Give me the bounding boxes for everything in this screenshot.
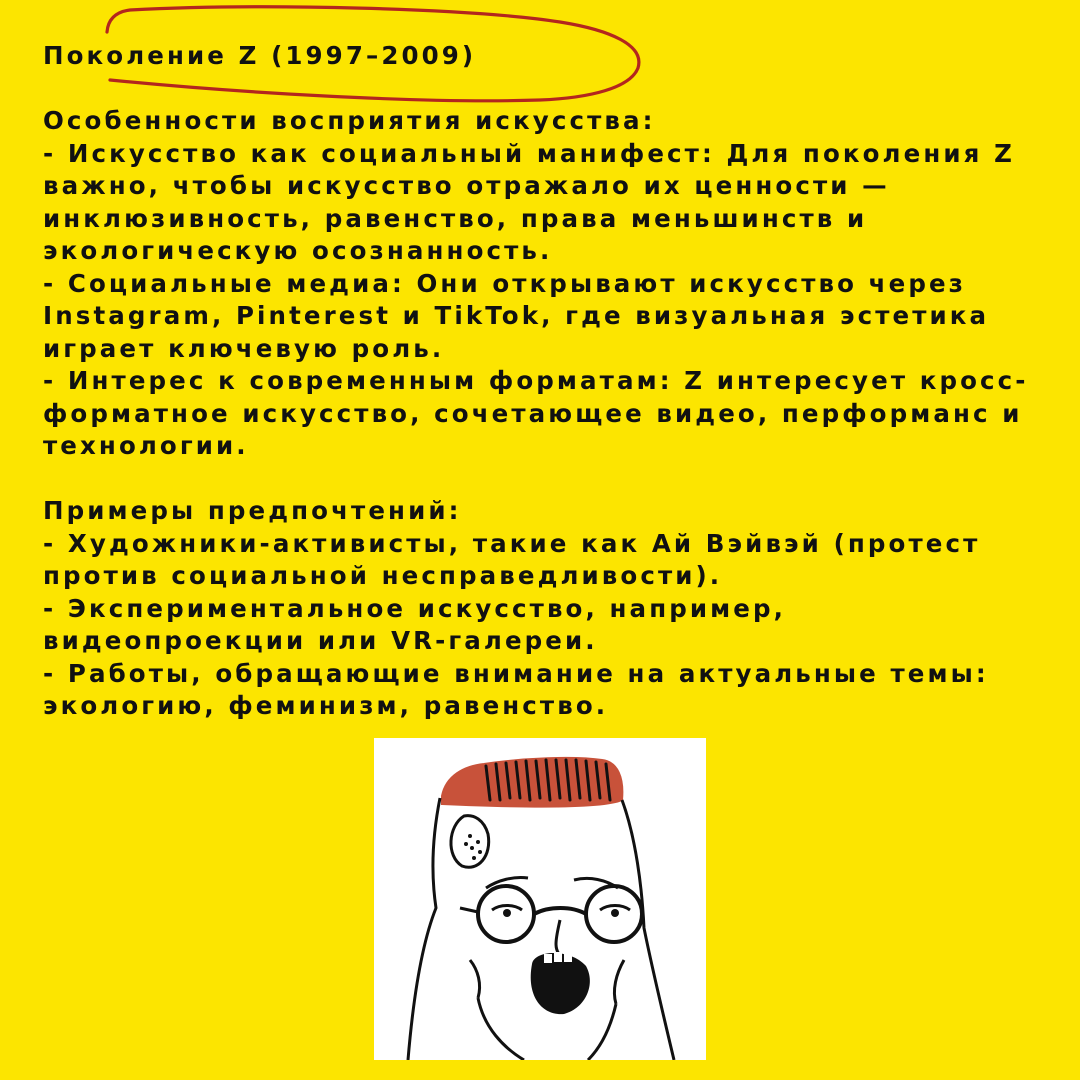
text-line: - Художники-активисты, такие как Ай Вэйвэй (протест (43, 528, 981, 558)
text-line: - Искусство как социальный манифест: Для поколения Z (43, 138, 1015, 168)
text-line: технологии. (43, 431, 249, 460)
page-title: Поколение Z (1997–2009) (43, 41, 477, 70)
text-line: - Интерес к современным форматам: Z интересует кросс- (43, 366, 1029, 395)
text-line: Instagram, Pinterest и TikTok, где визуальная эстетика (43, 301, 990, 330)
text-line: против социальной несправедливости). (43, 561, 723, 590)
meme-image (374, 738, 706, 1060)
section-heading: Особенности восприятия искусства: (43, 106, 656, 135)
text-line: - Работы, обращающие внимание на актуальные темы: (43, 658, 989, 688)
text-line: инклюзивность, равенство, права меньшинств и (43, 203, 868, 233)
text-line: играет ключевую роль. (43, 333, 445, 363)
content-text (43, 40, 1053, 723)
text-line: видеопроекции или VR-галереи. (43, 626, 598, 655)
text-line: - Экспериментальное искусство, например, (43, 593, 787, 623)
text-line: экологию, феминизм, равенство. (43, 691, 609, 720)
text-line: экологическую осознанность. (43, 236, 553, 265)
text-line: важно, чтобы искусство отражало их ценности — (43, 171, 890, 200)
text-line: - Социальные медиа: Они открывают искусство через (43, 268, 967, 298)
wojak-drawing (374, 738, 706, 1060)
text-line: форматное искусство, сочетающее видео, перформанс и (43, 398, 1023, 428)
section-heading: Примеры предпочтений: (43, 496, 462, 525)
